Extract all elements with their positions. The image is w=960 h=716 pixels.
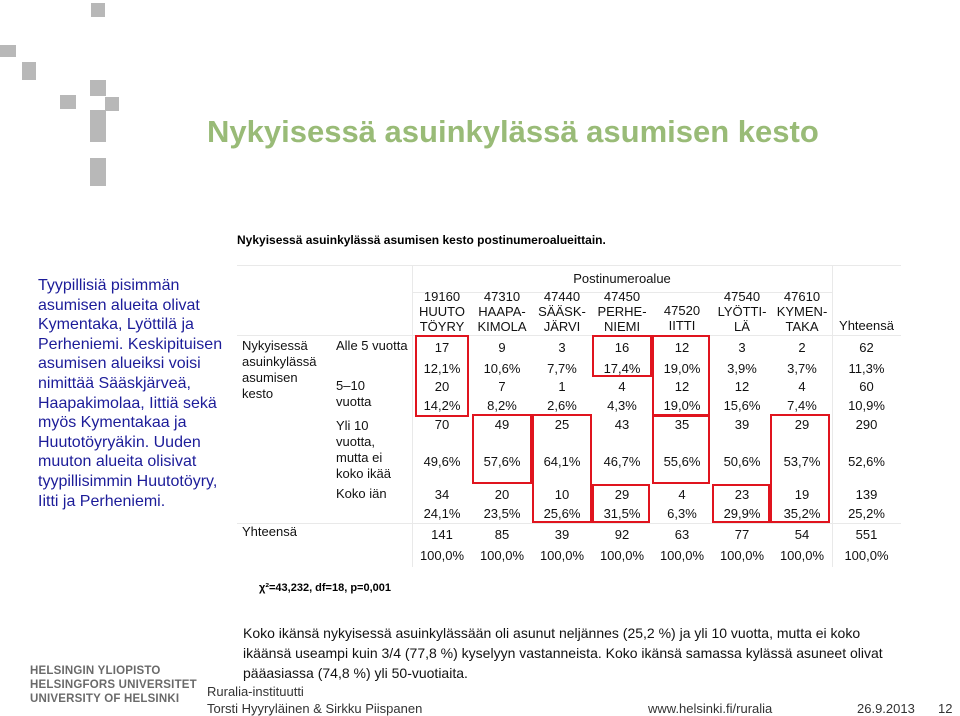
cell-count: 20 xyxy=(494,487,510,502)
column-header: 47540 LYÖTTI- LÄ xyxy=(717,289,767,334)
column-header: 47610 KYMEN- TAKA xyxy=(776,289,828,334)
row-label: 5–10 vuotta xyxy=(336,378,372,409)
cell-percent: 19,0% xyxy=(663,361,701,376)
cell-percent: 23,5% xyxy=(483,506,521,521)
cell-percent: 14,2% xyxy=(423,398,461,413)
cell-percent: 4,3% xyxy=(607,398,637,413)
cell-count: 290 xyxy=(855,417,878,432)
university-logo: HELSINGIN YLIOPISTO HELSINGFORS UNIVERSITET UNIVERSITY OF HELSINKI xyxy=(30,665,197,705)
cell-percent: 100,0% xyxy=(479,548,525,563)
highlight-box xyxy=(415,335,469,417)
cell-count: 12 xyxy=(674,340,690,355)
cell-count: 43 xyxy=(614,417,630,432)
logo-mark xyxy=(91,3,105,17)
cell-percent: 100,0% xyxy=(779,548,825,563)
row-label: Yhteensä xyxy=(242,524,297,539)
group-header: Postinumeroalue xyxy=(573,271,671,286)
row-group-label: Nykyisessä asuinkylässä asumisen kesto xyxy=(242,338,317,401)
cell-count: 4 xyxy=(678,487,686,502)
cell-count: 1 xyxy=(558,379,566,394)
cell-count: 17 xyxy=(434,340,450,355)
cell-count: 2 xyxy=(798,340,806,355)
cell-count: 3 xyxy=(738,340,746,355)
column-header: 19160 HUUTO TÖYRY xyxy=(419,289,465,334)
cell-percent: 55,6% xyxy=(663,454,701,469)
column-header: 47450 PERHE- NIEMI xyxy=(597,289,647,334)
cell-count: 35 xyxy=(674,417,690,432)
cell-percent: 2,6% xyxy=(547,398,577,413)
cell-percent: 19,0% xyxy=(663,398,701,413)
cell-count: 29 xyxy=(794,417,810,432)
logo-mark xyxy=(90,110,106,142)
cell-count: 7 xyxy=(498,379,506,394)
cell-percent: 57,6% xyxy=(483,454,521,469)
cell-count: 60 xyxy=(859,379,874,394)
cell-percent: 52,6% xyxy=(848,454,885,469)
cell-percent: 3,9% xyxy=(727,361,757,376)
footer-authors: Torsti Hyyryläinen & Sirkku Piispanen xyxy=(207,701,423,716)
cell-percent: 6,3% xyxy=(667,506,697,521)
cell-percent: 100,0% xyxy=(844,548,889,563)
highlight-box xyxy=(712,484,770,523)
cell-percent: 7,4% xyxy=(787,398,817,413)
column-header: Yhteensä xyxy=(839,318,894,333)
cell-percent: 29,9% xyxy=(723,506,761,521)
column-header: 47440 SÄÄSK- JÄRVI xyxy=(538,289,586,334)
highlight-box xyxy=(472,414,532,484)
cell-percent: 25,6% xyxy=(543,506,581,521)
highlight-box xyxy=(532,414,592,523)
cell-count: 141 xyxy=(431,527,453,542)
page-title: Nykyisessä asuinkylässä asumisen kesto xyxy=(207,114,819,149)
logo-mark xyxy=(90,158,106,186)
cell-percent: 100,0% xyxy=(599,548,645,563)
cell-count: 39 xyxy=(734,417,750,432)
cell-percent: 49,6% xyxy=(423,454,461,469)
cell-count: 25 xyxy=(554,417,570,432)
highlight-box xyxy=(592,335,652,377)
cell-percent: 15,6% xyxy=(723,398,761,413)
cell-count: 19 xyxy=(794,487,810,502)
footer-date: 26.9.2013 xyxy=(857,701,915,716)
highlight-box xyxy=(652,335,710,417)
logo-mark xyxy=(105,97,119,111)
side-text: Tyypillisiä pisimmän asumisen alueita olivat Kymentaka, Lyöttilä ja Perheniemi. Keskipituisen asumisen alueiksi voisi nimittää Sääskjärveä, Haapakimolaa, Iittiä sekä myös Kymentakaa ja Huutotöyryäkin. Uuden muuton alueita olisivat tyypillisimmin Huutotöyry, Iitti ja Perheniemi. xyxy=(38,277,223,510)
cell-percent: 7,7% xyxy=(547,361,577,376)
cell-count: 551 xyxy=(855,527,878,542)
cell-percent: 100,0% xyxy=(659,548,705,563)
page-number: 12 xyxy=(938,701,953,716)
cell-count: 3 xyxy=(558,340,566,355)
crosstab-table xyxy=(237,265,901,567)
cell-percent: 10,6% xyxy=(483,361,521,376)
chi-square-stat: χ²=43,232, df=18, p=0,001 xyxy=(259,582,391,594)
cell-count: 9 xyxy=(498,340,506,355)
cell-count: 16 xyxy=(614,340,630,355)
cell-count: 20 xyxy=(434,379,450,394)
cell-percent: 46,7% xyxy=(603,454,641,469)
cell-count: 4 xyxy=(618,379,626,394)
cell-percent: 35,2% xyxy=(783,506,821,521)
cell-percent: 12,1% xyxy=(423,361,461,376)
logo-mark xyxy=(0,45,16,57)
cell-count: 92 xyxy=(614,527,630,542)
cell-count: 85 xyxy=(494,527,510,542)
highlight-box xyxy=(592,484,650,523)
cell-percent: 100,0% xyxy=(719,548,765,563)
row-label: Koko iän xyxy=(336,486,387,501)
row-label: Yli 10 vuotta, mutta ei koko ikää xyxy=(336,418,391,481)
cell-count: 12 xyxy=(674,379,690,394)
footer-url: www.helsinki.fi/ruralia xyxy=(648,701,773,716)
cell-count: 39 xyxy=(554,527,570,542)
logo-mark xyxy=(90,80,106,96)
column-header: 47520 IITTI xyxy=(663,303,701,333)
column-header: 47310 HAAPA- KIMOLA xyxy=(477,289,527,334)
cell-percent: 24,1% xyxy=(423,506,461,521)
cell-count: 54 xyxy=(794,527,810,542)
cell-count: 12 xyxy=(734,379,750,394)
cell-count: 77 xyxy=(734,527,750,542)
summary-note: Koko ikänsä nykyisessä asuinkylässään oli asunut neljännes (25,2 %) ja yli 10 vuotta, mutta ei koko ikäänsä useampi kuin 3/4 (77,8 %) kyselyyn vastanneista. Koko ikänsä samassa kylässä asuneet olivat pääasiassa (74,8 %) yli 50-vuotiaita. xyxy=(243,625,883,681)
cell-percent: 17,4% xyxy=(603,361,641,376)
cell-count: 63 xyxy=(674,527,690,542)
cell-count: 62 xyxy=(859,340,874,355)
cell-count: 49 xyxy=(494,417,510,432)
cell-count: 70 xyxy=(434,417,450,432)
cell-percent: 100,0% xyxy=(539,548,585,563)
highlight-box xyxy=(652,414,710,484)
logo-mark xyxy=(22,62,36,80)
cell-percent: 25,2% xyxy=(848,506,885,521)
table-caption: Nykyisessä asuinkylässä asumisen kesto postinumeroalueittain. xyxy=(237,233,606,247)
row-label: Alle 5 vuotta xyxy=(336,338,408,353)
cell-count: 23 xyxy=(734,487,750,502)
cell-percent: 3,7% xyxy=(787,361,817,376)
cell-percent: 31,5% xyxy=(603,506,641,521)
cell-count: 139 xyxy=(855,487,878,502)
logo-mark xyxy=(60,95,76,109)
cell-percent: 8,2% xyxy=(487,398,517,413)
cell-percent: 64,1% xyxy=(543,454,581,469)
cell-count: 34 xyxy=(434,487,450,502)
cell-count: 4 xyxy=(798,379,806,394)
cell-count: 29 xyxy=(614,487,630,502)
cell-percent: 100,0% xyxy=(419,548,465,563)
cell-percent: 53,7% xyxy=(783,454,821,469)
footer-institute: Ruralia-instituutti xyxy=(207,684,304,699)
cell-percent: 10,9% xyxy=(848,398,885,413)
highlight-box xyxy=(770,414,830,523)
cell-count: 10 xyxy=(554,487,570,502)
cell-percent: 11,3% xyxy=(848,361,885,376)
cell-percent: 50,6% xyxy=(723,454,761,469)
